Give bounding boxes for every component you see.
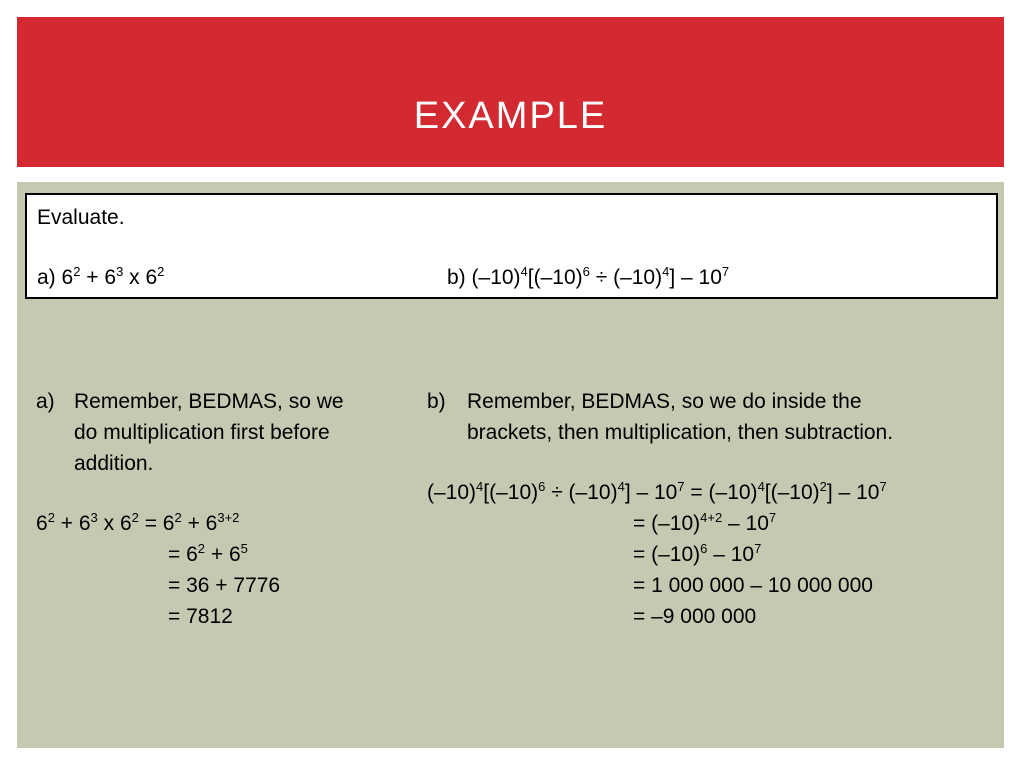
solution-b-step2: = $(-10)^{4+2} - 10^7$ <box>633 510 777 535</box>
solution-b-step1: $(-10)^4[(-10)^6 \div (-10)^4] - 10^7 = (-10)^4[(-10)^2] - 10^7$ <box>427 479 887 504</box>
solution-b-step4: = 1 000 000 – 10 000 000 <box>633 574 873 597</box>
problem-b: b) $(-10)^4[(-10)^6 \div (-10)^4] - 10^7$ <box>447 264 730 289</box>
solution-b-note-line1: Remember, BEDMAS, so we do inside the <box>467 390 862 413</box>
solution-b-step3: = $(-10)^6 - 10^7$ <box>633 541 762 566</box>
problem-box <box>25 193 998 299</box>
solution-a-step4: = 7812 <box>168 605 233 628</box>
evaluate-prompt: Evaluate. <box>37 206 125 229</box>
slide-title: EXAMPLE <box>413 95 608 137</box>
solution-a-note-line2: do multiplication first before <box>74 421 330 444</box>
solution-b <box>427 386 987 448</box>
solution-a-step2: = $6^2 + 6^5$ <box>168 541 248 566</box>
solution-a-marker: a) <box>36 390 55 413</box>
solution-a <box>36 386 416 479</box>
solution-b-note-line2: brackets, then multiplication, then subtraction. <box>467 421 894 444</box>
solution-b-step5: = –9 000 000 <box>633 605 757 628</box>
solution-a-note-line1: Remember, BEDMAS, so we <box>74 390 344 413</box>
title-bar <box>17 17 1004 167</box>
solution-a-step3: = 36 + 7776 <box>168 574 281 597</box>
solution-b-marker: b) <box>427 390 446 413</box>
problem-a: a) $6^2 + 6^3$ x $6^2$ <box>37 264 165 289</box>
solution-a-note-line3: addition. <box>74 452 154 475</box>
solution-a-step1: $6^2 + 6^3$ x $6^2 = 6^2 + 6^{3+2}$ <box>36 510 240 535</box>
problem-a-label: a) <box>37 266 62 289</box>
problem-b-label: b) <box>447 266 472 289</box>
